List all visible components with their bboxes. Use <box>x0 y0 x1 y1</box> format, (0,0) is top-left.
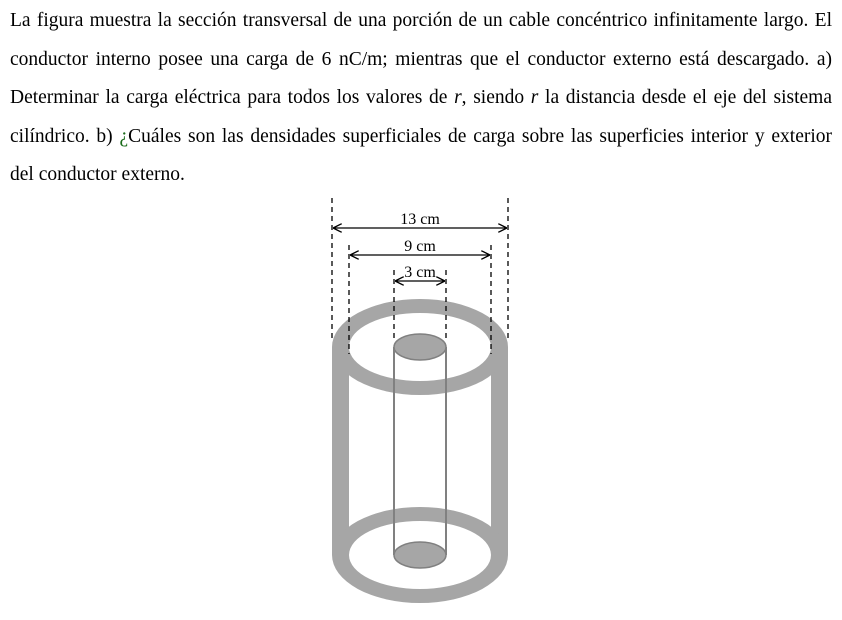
inner-bottom-face <box>394 542 446 568</box>
inverted-question-mark: ¿ <box>119 125 129 147</box>
problem-text-part1: La figura muestra la sección transversal de una porción de un cable concéntrico infinitamente largo. El conductor interno posee una carga de 6 nC/m; mientras que el conductor externo está descargado. a) Determinar la carga eléctrica para todos los valores de <box>10 10 832 109</box>
variable-r: r <box>454 87 462 109</box>
inner-conductor <box>394 334 446 568</box>
problem-text-part3: la distancia desde el eje del sistema cilíndrico. b) <box>10 87 832 147</box>
inner-top-face <box>394 334 446 360</box>
problem-text-part2: , siendo <box>461 87 531 109</box>
dim-label-inner: 3 cm <box>404 264 436 281</box>
dim-label-middle: 9 cm <box>404 238 436 255</box>
dim-label-outer: 13 cm <box>400 211 440 228</box>
problem-text-part4: Cuáles son las densidades superficiales de carga sobre las superficies interior y exterior del conductor externo. <box>10 125 833 186</box>
variable-r: r <box>530 87 539 109</box>
